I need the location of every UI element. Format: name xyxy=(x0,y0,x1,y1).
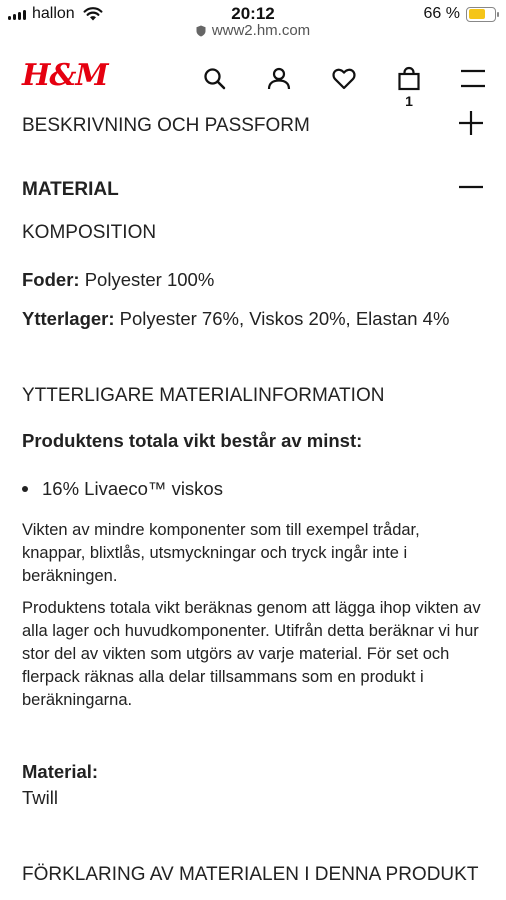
menu-icon[interactable] xyxy=(460,66,486,92)
material-explanation-heading: FÖRKLARING AV MATERIALEN I DENNA PRODUKT xyxy=(22,864,479,885)
clock: 20:12 xyxy=(231,4,275,23)
shell-value: Polyester 76%, Viskos 20%, Elastan 4% xyxy=(114,308,450,329)
status-bar xyxy=(0,0,506,44)
plus-icon[interactable] xyxy=(458,110,484,136)
shield-icon xyxy=(196,25,206,37)
weight-item-text: 16% Livaeco™ viskos xyxy=(42,478,223,499)
bag-count-badge: 1 xyxy=(405,93,413,109)
list-item xyxy=(22,478,223,500)
battery-percent: 66 % xyxy=(423,5,460,22)
accordion-description[interactable] xyxy=(22,110,488,142)
accordion-material-title: MATERIAL xyxy=(22,179,119,200)
minus-icon[interactable] xyxy=(458,174,484,200)
accordion-material[interactable] xyxy=(22,174,488,206)
bullet-dot xyxy=(22,486,28,492)
lining-composition xyxy=(22,269,214,291)
accordion-description-title: BESKRIVNING OCH PASSFORM xyxy=(22,115,310,136)
url-text: www2.hm.com xyxy=(211,22,311,39)
lining-label: Foder: xyxy=(22,269,80,290)
account-icon[interactable] xyxy=(266,66,292,92)
battery-icon xyxy=(466,7,496,22)
favorites-icon[interactable] xyxy=(331,66,357,92)
weight-note-1: Vikten av mindre komponenter som till exempel trådar, knappar, blixtlås, utsmyckningar och tryck ingår inte i beräkningen. xyxy=(22,521,420,585)
shell-composition xyxy=(22,308,449,330)
fabric-value: Twill xyxy=(22,787,58,808)
hm-logo[interactable]: H&M xyxy=(22,58,108,93)
search-icon[interactable] xyxy=(202,66,228,92)
battery-fill xyxy=(469,9,486,19)
additional-info-heading: YTTERLIGARE MATERIALINFORMATION xyxy=(22,385,385,406)
battery-info xyxy=(424,5,496,23)
lining-value: Polyester 100% xyxy=(79,269,215,290)
weight-heading: Produktens totala vikt består av minst: xyxy=(22,430,363,451)
url-bar[interactable] xyxy=(0,22,506,39)
carrier-name: hallon xyxy=(32,5,75,22)
fabric-label: Material: xyxy=(22,761,99,782)
bag-icon[interactable] xyxy=(396,66,422,92)
weight-note-2: Produktens totala vikt beräknas genom att lägga ihop vikten av alla lager och huvudkomponenter. Utifrån detta beräknar vi hur stor del av vikten som utgörs av varje material. För set och flerpack räknas alla delar tillsammans som en produkt i beräkningarna. xyxy=(22,599,481,709)
shell-label: Ytterlager: xyxy=(22,308,115,329)
site-header xyxy=(0,44,506,110)
composition-heading: KOMPOSITION xyxy=(22,222,157,243)
